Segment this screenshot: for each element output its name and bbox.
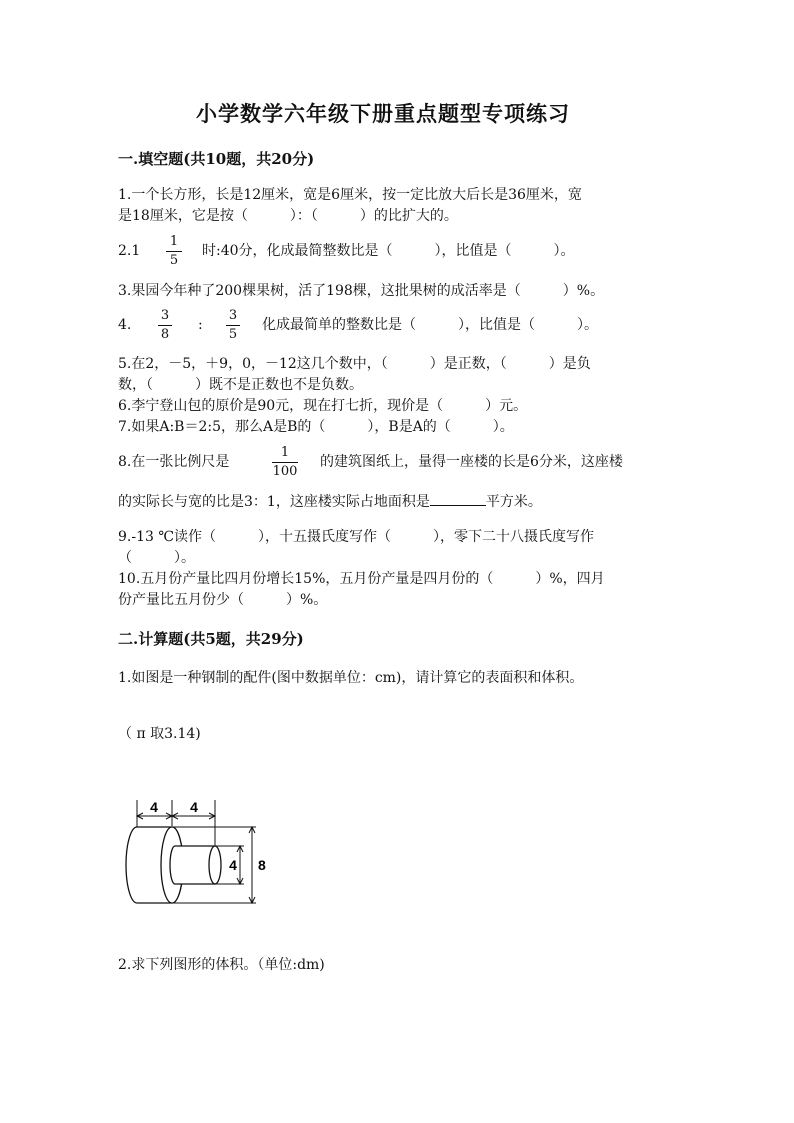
fraction-bar bbox=[226, 325, 240, 326]
question-1-line-2: 是18厘米，它是按（ ）：（ ）的比扩大的。 bbox=[118, 208, 458, 224]
answer-blank[interactable] bbox=[430, 491, 486, 506]
section-1-heading: 一.填空题(共10题，共20分) bbox=[118, 150, 315, 168]
question-8-prefix: 8.在一张比例尺是 bbox=[118, 454, 230, 470]
calc-question-2: 2.求下列图形的体积。（单位:dm) bbox=[118, 957, 325, 973]
question-4-fraction-2 bbox=[226, 308, 240, 343]
question-10-line-2: 份产量比五月份少（ ）%。 bbox=[118, 592, 328, 608]
question-5-line-2: 数，（ ）既不是正数也不是负数。 bbox=[118, 377, 363, 393]
question-2-fraction bbox=[166, 234, 182, 269]
question-4-colon: : bbox=[198, 317, 203, 333]
question-3: 3.果园今年种了200棵果树，活了198棵，这批果树的成活率是（ ）%。 bbox=[118, 283, 605, 299]
steel-part-figure bbox=[118, 794, 268, 912]
calc-question-1-note: （ π 取3.14) bbox=[118, 726, 201, 742]
fraction-bar bbox=[158, 325, 172, 326]
question-4-fraction-1 bbox=[158, 308, 172, 343]
question-8-line-2-unit: 平方米。 bbox=[485, 494, 542, 510]
question-5-line-1: 5.在2，－5，＋9，0，－12这几个数中，（ ）是正数，（ ）是负 bbox=[118, 356, 591, 372]
calc-question-1: 1.如图是一种钢制的配件(图中数据单位：cm)，请计算它的表面积和体积。 bbox=[118, 670, 584, 686]
fraction-bar bbox=[166, 251, 182, 252]
dim-top-right: 4 bbox=[190, 799, 198, 815]
question-2-prefix: 2.1 bbox=[118, 243, 141, 259]
section-2-heading: 二.计算题(共5题，共29分) bbox=[118, 630, 304, 648]
fraction-numerator: 1 bbox=[280, 445, 290, 460]
question-4-text: 化成最简单的整数比是（ ），比值是（ ）。 bbox=[262, 317, 598, 333]
question-6: 6.李宁登山包的原价是90元，现在打七折，现价是（ ）元。 bbox=[118, 398, 528, 414]
fraction-numerator: 3 bbox=[160, 308, 170, 323]
small-cylinder bbox=[170, 846, 221, 884]
question-8-text: 的建筑图纸上，量得一座楼的长是6分米，这座楼 bbox=[320, 454, 623, 470]
question-2-text: 时:40分，化成最简整数比是（ ），比值是（ ）。 bbox=[202, 243, 575, 259]
fraction-numerator: 3 bbox=[228, 308, 238, 323]
fraction-denominator: 5 bbox=[169, 253, 179, 268]
question-7: 7.如果A:B＝2:5，那么A是B的（ ），B是A的（ ）。 bbox=[118, 419, 514, 435]
fraction-denominator: 100 bbox=[272, 464, 298, 479]
page-title: 小学数学六年级下册重点题型专项练习 bbox=[196, 101, 570, 126]
question-9-line-2: （ ）。 bbox=[118, 550, 195, 566]
question-8-fraction bbox=[272, 445, 298, 480]
question-10-line-1: 10.五月份产量比四月份增长15%，五月份产量是四月份的（ ）%，四月 bbox=[118, 571, 605, 587]
dim-top-left: 4 bbox=[150, 799, 158, 815]
dim-small-diameter: 4 bbox=[229, 857, 237, 873]
fraction-denominator: 5 bbox=[228, 327, 238, 342]
question-9-line-1: 9.-13 ℃读作（ ），十五摄氏度写作（ ），零下二十八摄氏度写作 bbox=[118, 529, 595, 545]
fraction-denominator: 8 bbox=[160, 327, 170, 342]
dim-large-diameter: 8 bbox=[258, 857, 266, 873]
question-8-line-2-text: 的实际长与宽的比是3：1，这座楼实际占地面积是 bbox=[118, 494, 430, 510]
question-1-line-1: 1.一个长方形，长是12厘米，宽是6厘米，按一定比放大后长是36厘米，宽 bbox=[118, 187, 582, 203]
question-8-line-2 bbox=[118, 491, 542, 512]
question-4-prefix: 4. bbox=[118, 317, 132, 333]
fraction-numerator: 1 bbox=[169, 234, 179, 249]
fraction-bar bbox=[272, 462, 298, 463]
